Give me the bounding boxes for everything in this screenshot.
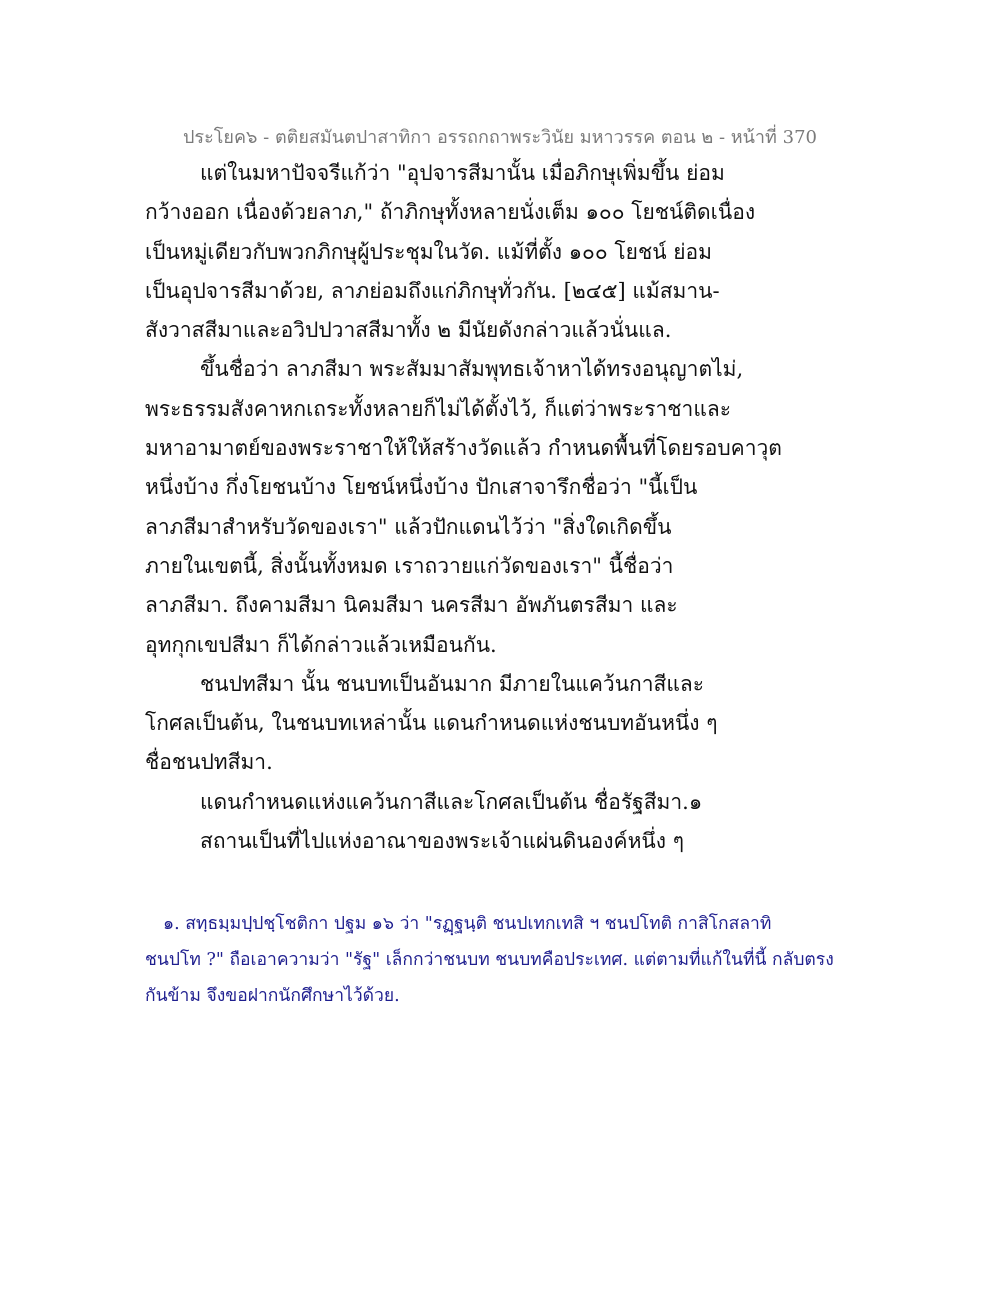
paragraph: [145, 665, 845, 783]
body-text: [145, 154, 845, 861]
text-line: กว้างออก เนื่องด้วยลาภ," ถ้าภิกษุทั้งหลายนั่งเต็ม ๑๐๐ โยชน์ติดเนื่อง: [145, 200, 756, 225]
text-line: ลาภสีมาสำหรับวัดของเรา" แล้วปักแดนไว้ว่า "สิ่งใดเกิดขึ้น: [145, 514, 672, 539]
text-line: สถานเป็นที่ไปแห่งอาณาของพระเจ้าแผ่นดินองค์หนึ่ง ๆ: [200, 829, 684, 854]
text-line: ภายในเขตนี้, สิ่งนั้นทั้งหมด เราถวายแก่วัดของเรา" นี้ชื่อว่า: [145, 553, 674, 578]
text-line: แต่ในมหาปัจจรีแก้ว่า "อุปจารสีมานั้น เมื่อภิกษุเพิ่มขึ้น ย่อม: [200, 161, 725, 185]
text-line: หนึ่งบ้าง กึ่งโยชนบ้าง โยชน์หนึ่งบ้าง ปักเสาจารึกชื่อว่า "นี้เป็น: [145, 475, 698, 500]
paragraph: [145, 822, 845, 861]
text-line: โกศลเป็นต้น, ในชนบทเหล่านั้น แดนกำหนดแห่งชนบทอันหนึ่ง ๆ: [145, 711, 718, 736]
paragraph: [145, 350, 845, 664]
text-line: สังวาสสีมาและอวิปปวาสสีมาทั้ง ๒ มีนัยดังกล่าวแล้วนั่นแล.: [145, 318, 672, 343]
text-line: อุทกุกเขปสีมา ก็ได้กล่าวแล้วเหมือนกัน.: [145, 632, 497, 657]
text-line: เป็นหมู่เดียวกับพวกภิกษุผู้ประชุมในวัด. แม้ที่ตั้ง ๑๐๐ โยชน์ ย่อม: [145, 239, 712, 264]
text-line: ลาภสีมา. ถึงคามสีมา นิคมสีมา นครสีมา อัพภันตรสีมา และ: [145, 593, 678, 618]
text-line: เป็นอุปจารสีมาด้วย, ลาภย่อมถึงแก่ภิกษุทั่วกัน. [๒๔๕] แม้สมาน-: [145, 278, 720, 303]
footnote-line: ชนปโท ?" ถือเอาความว่า "รัฐ" เล็กกว่าชนบท ชนบทคือประเทศ. แต่ตามที่แก้ในที่นี้ กลับตรง: [145, 950, 834, 970]
text-line: ชื่อชนปทสีมา.: [145, 750, 273, 775]
footnote-line: ๑. สทฺธมฺมปฺปชฺโชติกา ปฐม ๑๖ ว่า "รฏฺฐนฺติ ชนปเทกเทสิ ฯ ชนปโทติ กาสิโกสลาทิ: [163, 914, 772, 934]
footnote: [145, 906, 845, 1014]
text-line: มหาอามาตย์ของพระราชาให้ให้สร้างวัดแล้ว กำหนดพื้นที่โดยรอบคาวุต: [145, 436, 782, 461]
page-header: ประโยค๖ - ตติยสมันตปาสาทิกา อรรถกถาพระวินัย มหาวรรค ตอน ๒ - หน้าที่ 370: [183, 127, 817, 148]
footnote-line: กันข้าม จึงขอฝากนักศึกษาไว้ด้วย.: [145, 986, 400, 1006]
paragraph: [145, 783, 845, 822]
text-line: พระธรรมสังคาหกเถระทั้งหลายก็ไม่ได้ตั้งไว้, ก็แต่ว่าพระราชาและ: [145, 396, 732, 421]
text-line: ชนปทสีมา นั้น ชนบทเป็นอันมาก มีภายในแคว้นกาสีและ: [200, 671, 705, 696]
text-line: ขึ้นชื่อว่า ลาภสีมา พระสัมมาสัมพุทธเจ้าหาได้ทรงอนุญาตไม่,: [200, 357, 744, 382]
text-line: แดนกำหนดแห่งแคว้นกาสีและโกศลเป็นต้น ชื่อรัฐสีมา.๑: [200, 789, 703, 814]
paragraph: [145, 154, 845, 350]
